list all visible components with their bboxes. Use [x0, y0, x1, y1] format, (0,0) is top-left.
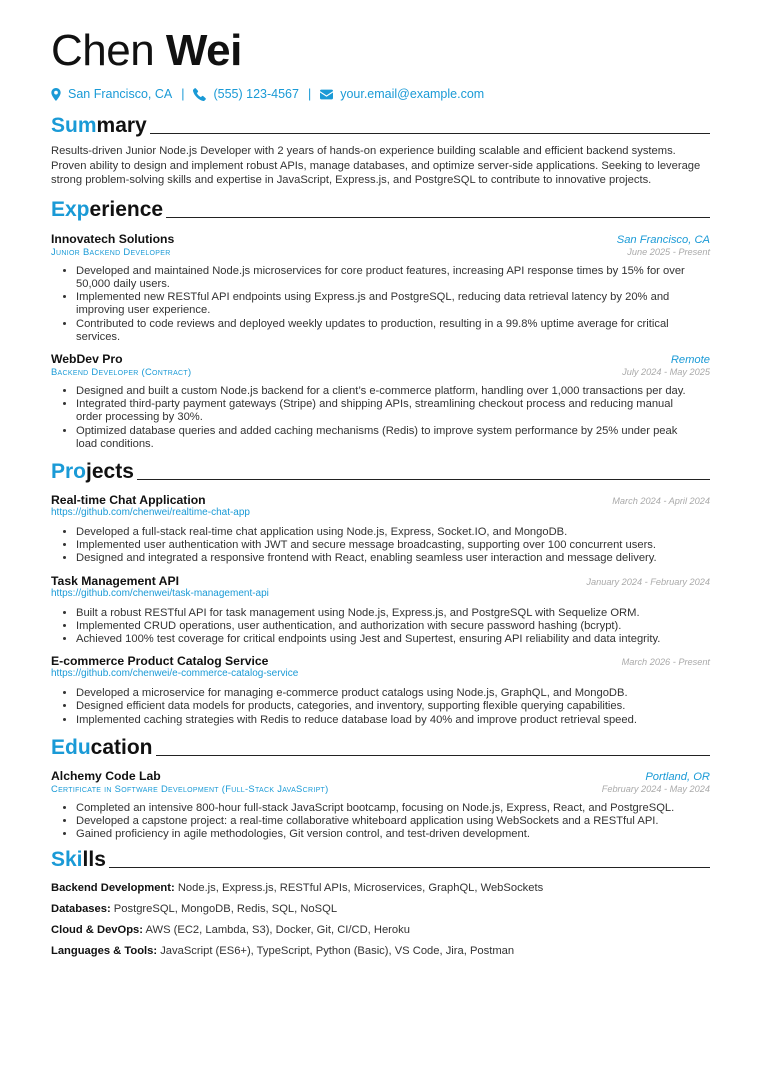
- experience-entry: [51, 352, 710, 451]
- project-dates: January 2024 - February 2024: [586, 576, 710, 587]
- project-entry: [51, 574, 710, 647]
- title-accent: Sum: [51, 114, 97, 137]
- bullet-list: [51, 385, 710, 451]
- project-link[interactable]: https://github.com/chenwei/task-management-api: [51, 587, 269, 599]
- experience-entry: [51, 232, 710, 344]
- project-link[interactable]: https://github.com/chenwei/realtime-chat-app: [51, 507, 250, 519]
- credential: Certificate in Software Development (Full-Stack JavaScript): [51, 782, 329, 794]
- candidate-name: [51, 26, 710, 76]
- project-link[interactable]: https://github.com/chenwei/e-commerce-catalog-service: [51, 668, 299, 680]
- phone-text[interactable]: (555) 123-4567: [213, 87, 299, 101]
- bullet-item: • Built a robust RESTful API for task management using Node.js, Express.js, and PostgreSQL with Sequelize ORM.: [76, 607, 710, 620]
- school-name: Alchemy Code Lab: [51, 768, 161, 783]
- skill-row: [51, 923, 710, 937]
- bullet-item: • Designed and integrated a responsive frontend with React, enabling seamless user interaction and message delivery.: [76, 552, 710, 565]
- bullet-item: • Implemented CRUD operations, user authentication, and authorization with secure password hashing (bcrypt).: [76, 620, 710, 633]
- bullet-item: • Gained proficiency in agile methodologies, Git version control, and test-driven development.: [76, 828, 710, 841]
- title-accent: Exp: [51, 197, 90, 221]
- job-title: Junior Backend Developer: [51, 245, 171, 257]
- company-name: WebDev Pro: [51, 352, 123, 366]
- bullet-item: • Implemented user authentication with JWT and secure message broadcasting, supporting over 100 concurrent users.: [76, 539, 710, 552]
- skill-values: AWS (EC2, Lambda, S3), Docker, Git, CI/CD, Heroku: [143, 924, 410, 937]
- job-dates: June 2025 - Present: [627, 246, 710, 257]
- project-entry: [51, 654, 710, 727]
- bullet-item: • Developed a microservice for managing e-commerce product catalogs using Node.js, GraphQL, and MongoDB.: [76, 687, 710, 700]
- section-title: [51, 199, 163, 221]
- section-title: [51, 849, 106, 871]
- school-location: Portland, OR: [645, 770, 710, 783]
- section-rule: [166, 217, 710, 218]
- skill-row: [51, 881, 710, 895]
- skill-category: Backend Development:: [51, 882, 175, 895]
- skill-values: PostgreSQL, MongoDB, Redis, SQL, NoSQL: [110, 903, 338, 916]
- title-rest: jects: [86, 460, 134, 484]
- school-dates: February 2024 - May 2024: [601, 783, 710, 794]
- skill-category: Databases:: [51, 903, 111, 916]
- contact-separator: |: [181, 87, 185, 101]
- title-rest: mary: [96, 114, 147, 137]
- contact-location: [51, 87, 172, 101]
- envelope-icon: [320, 89, 333, 100]
- project-dates: March 2026 - Present: [621, 657, 710, 668]
- map-marker-icon: [51, 88, 61, 101]
- title-accent: Edu: [51, 735, 91, 759]
- project-dates: March 2024 - April 2024: [612, 496, 710, 507]
- bullet-item: • Developed a capstone project: a real-time collaborative whiteboard application using WebSockets and a RESTful API.: [76, 815, 710, 828]
- location-text: San Francisco, CA: [68, 87, 173, 101]
- section-rule: [156, 755, 710, 756]
- email-text[interactable]: your.email@example.com: [340, 87, 485, 101]
- title-accent: Ski: [51, 848, 83, 872]
- bullet-item: • Integrated third-party payment gateways (Stripe) and shipping APIs, streamlining checkout process and reducing manual order processing by 30%.: [76, 398, 710, 424]
- contact-phone[interactable]: [193, 87, 298, 101]
- skill-values: Node.js, Express.js, RESTful APIs, Microservices, GraphQL, WebSockets: [174, 882, 544, 895]
- section-title: [51, 115, 147, 137]
- section-title: [51, 461, 134, 483]
- section-rule: [150, 133, 710, 134]
- education-heading: [51, 735, 710, 759]
- section-title: [51, 737, 153, 759]
- section-rule: [109, 867, 710, 868]
- project-name: E-commerce Product Catalog Service: [51, 654, 269, 669]
- experience-heading: [51, 197, 710, 221]
- bullet-list: [51, 607, 710, 647]
- section-rule: [137, 479, 710, 480]
- bullet-item: • Completed an intensive 800-hour full-stack JavaScript bootcamp, focusing on Node.js, Express, React, and PostgreSQL.: [76, 802, 710, 815]
- bullet-list: [51, 265, 710, 344]
- bullet-item: • Achieved 100% test coverage for critical endpoints using Jest and Supertest, ensuring API reliability and data integrity.: [76, 633, 710, 646]
- skill-category: Languages & Tools:: [51, 945, 158, 958]
- bullet-list: [51, 802, 710, 842]
- bullet-item: • Implemented caching strategies with Redis to reduce database load by 40% and improve product retrieval speed.: [76, 714, 710, 727]
- project-name: Task Management API: [51, 573, 180, 588]
- skill-row: [51, 944, 710, 958]
- title-rest: erience: [89, 197, 164, 221]
- last-name: Wei: [165, 26, 242, 75]
- skill-category: Cloud & DevOps:: [51, 924, 143, 937]
- title-accent: Pro: [51, 460, 87, 484]
- job-location: Remote: [670, 354, 710, 366]
- skill-row: [51, 902, 710, 916]
- company-name: Innovatech Solutions: [51, 231, 175, 246]
- job-dates: July 2024 - May 2025: [622, 367, 710, 377]
- phone-icon: [193, 88, 206, 101]
- bullet-list: [51, 526, 710, 566]
- contact-bar: [51, 85, 710, 103]
- contact-separator: |: [307, 87, 312, 101]
- education-entry: [51, 769, 710, 842]
- bullet-item: • Optimized database queries and added caching mechanisms (Redis) to improve system performance by 25% under peak load conditions.: [76, 425, 710, 451]
- bullet-item: • Designed efficient data models for products, categories, and inventory, supporting flexible querying capabilities.: [76, 700, 710, 713]
- first-name: Chen: [51, 26, 155, 75]
- bullet-item: • Designed and built a custom Node.js backend for a client’s e-commerce platform, handling over 1,000 transactions per day.: [76, 385, 710, 398]
- skill-values: JavaScript (ES6+), TypeScript, Python (Basic), VS Code, Jira, Postman: [157, 945, 515, 958]
- bullet-item: • Contributed to code reviews and deployed weekly updates to production, resulting in a 99.8% uptime average for critical services.: [76, 318, 710, 344]
- bullet-item: • Implemented new RESTful API endpoints using Express.js and PostgreSQL, reducing data retrieval latency by 20% and improving user experience.: [76, 291, 710, 317]
- bullet-list: [51, 687, 710, 727]
- summary-heading: [51, 113, 710, 137]
- projects-heading: [51, 459, 710, 483]
- summary-text: Results-driven Junior Node.js Developer with 2 years of hands-on experience building scalable and efficient backend systems. Proven ability to design and implement robust APIs, manage databases, and optimize server-side applications. Seeking to leverage strong problem-solving skills and expertise in JavaScript, Express.js, and PostgreSQL to contribute to innovative projects.: [51, 145, 701, 187]
- contact-email[interactable]: [320, 87, 484, 101]
- title-rest: lls: [82, 848, 106, 872]
- skills-heading: [51, 847, 710, 871]
- project-entry: [51, 493, 710, 566]
- bullet-item: • Developed and maintained Node.js microservices for core product features, increasing API response times by 15% for over 50,000 daily users.: [76, 265, 710, 291]
- job-title: Backend Developer (Contract): [51, 366, 192, 377]
- bullet-item: • Developed a full-stack real-time chat application using Node.js, Express, Socket.IO, and MongoDB.: [76, 526, 710, 539]
- job-location: San Francisco, CA: [616, 233, 710, 246]
- project-name: Real-time Chat Application: [51, 493, 206, 508]
- title-rest: cation: [90, 735, 153, 759]
